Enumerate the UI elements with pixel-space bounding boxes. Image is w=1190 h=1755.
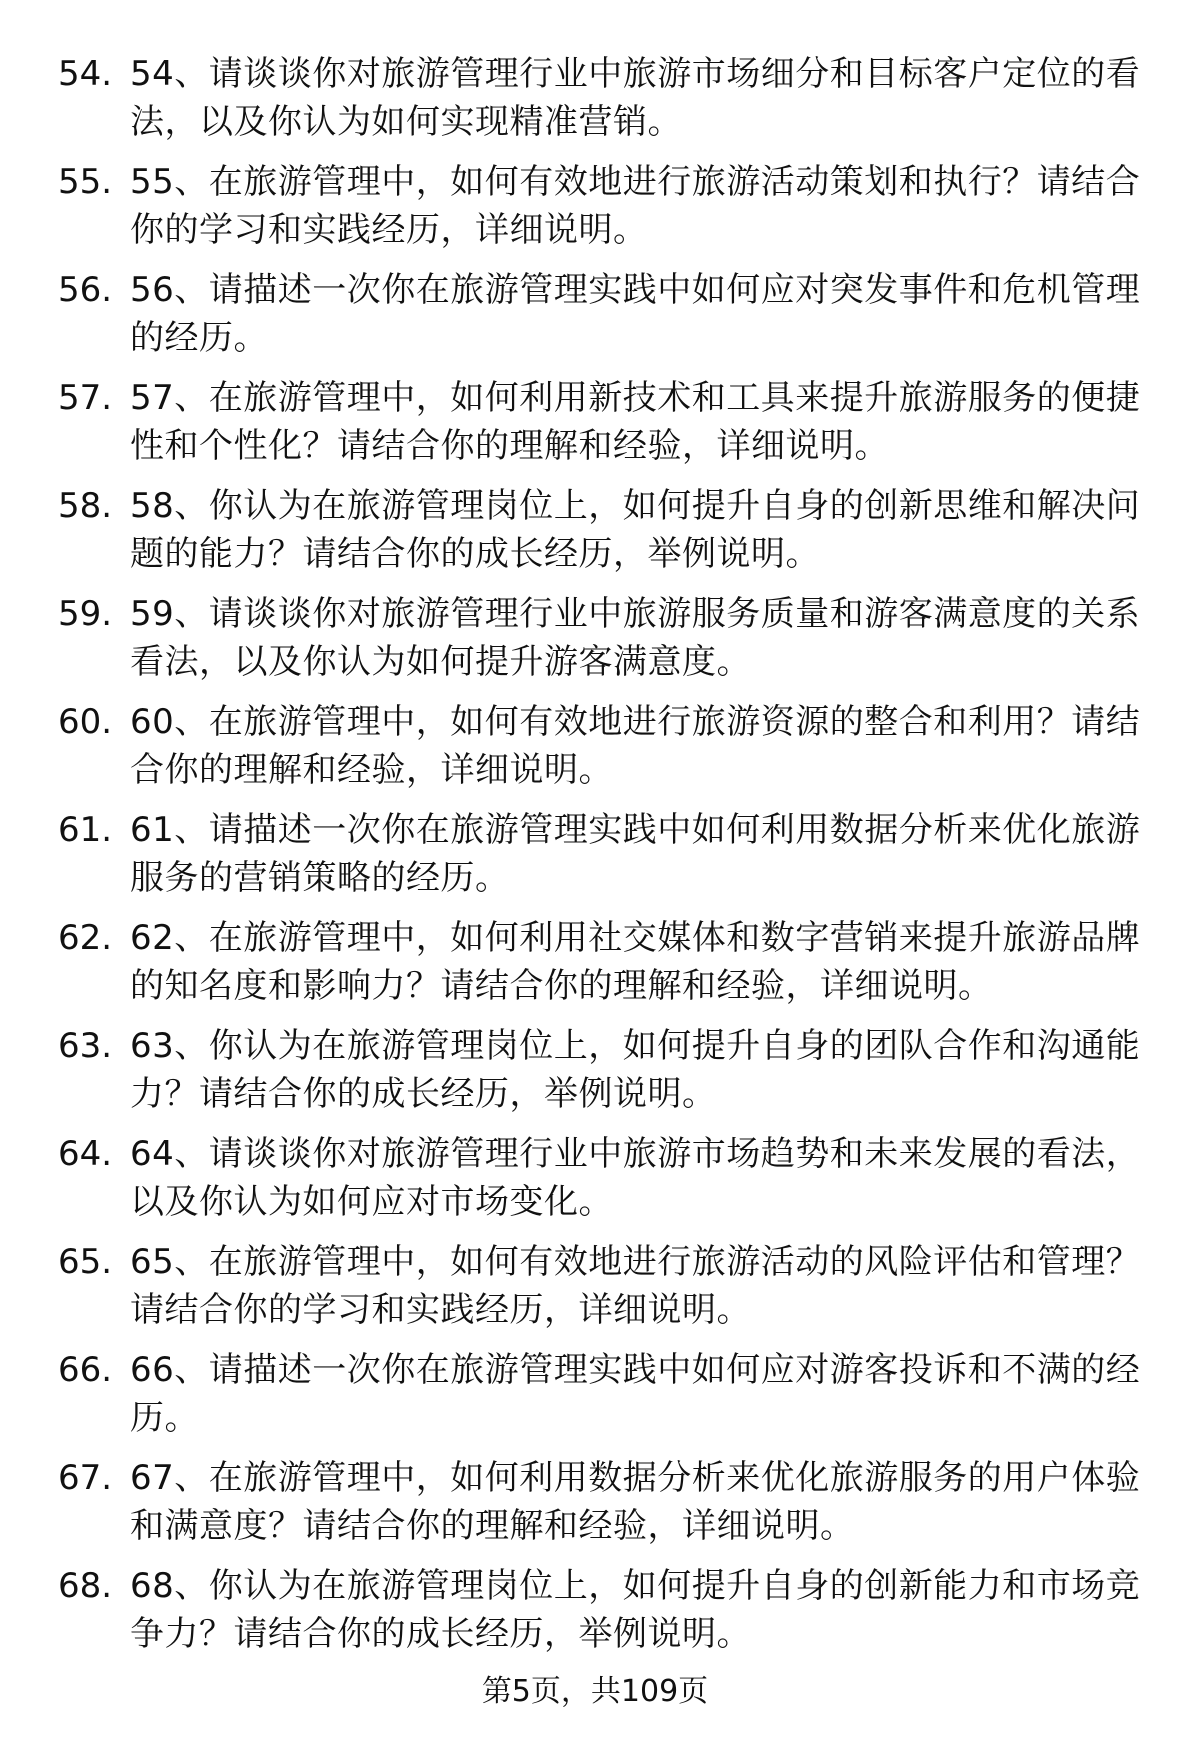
question-number: 59. [58, 594, 113, 634]
page-number-label: 第5页，共109页 [481, 1674, 709, 1709]
question-number: 62. [58, 918, 113, 958]
question-item [58, 1562, 1150, 1670]
question-number: 64. [58, 1134, 113, 1174]
question-text: 63、你认为在旅游管理岗位上，如何提升自身的团队合作和沟通能力？请结合你的成长经历，举例说明。 [130, 1026, 1141, 1114]
question-number: 61. [58, 810, 113, 850]
question-item [58, 914, 1150, 1022]
question-number: 56. [58, 270, 113, 310]
question-number: 63. [58, 1026, 113, 1066]
question-number: 57. [58, 378, 113, 418]
question-text: 64、请谈谈你对旅游管理行业中旅游市场趋势和未来发展的看法，以及你认为如何应对市场变化。 [130, 1134, 1141, 1222]
question-text: 60、在旅游管理中，如何有效地进行旅游资源的整合和利用？请结合你的理解和经验，详细说明。 [130, 702, 1141, 790]
page-footer [0, 1672, 1190, 1712]
question-text: 54、请谈谈你对旅游管理行业中旅游市场细分和目标客户定位的看法，以及你认为如何实现精准营销。 [130, 54, 1141, 142]
question-text: 55、在旅游管理中，如何有效地进行旅游活动策划和执行？请结合你的学习和实践经历，详细说明。 [130, 162, 1141, 250]
question-number: 55. [58, 162, 113, 202]
question-list [58, 50, 1150, 1670]
question-item [58, 1022, 1150, 1130]
question-item [58, 1130, 1150, 1238]
question-text: 66、请描述一次你在旅游管理实践中如何应对游客投诉和不满的经历。 [130, 1350, 1141, 1438]
question-item [58, 806, 1150, 914]
question-number: 68. [58, 1566, 113, 1606]
question-text: 58、你认为在旅游管理岗位上，如何提升自身的创新思维和解决问题的能力？请结合你的成长经历，举例说明。 [130, 486, 1141, 574]
question-item [58, 698, 1150, 806]
question-number: 66. [58, 1350, 113, 1390]
question-number: 65. [58, 1242, 113, 1282]
question-item [58, 158, 1150, 266]
question-item [58, 50, 1150, 158]
question-text: 67、在旅游管理中，如何利用数据分析来优化旅游服务的用户体验和满意度？请结合你的理解和经验，详细说明。 [130, 1458, 1141, 1546]
question-text: 57、在旅游管理中，如何利用新技术和工具来提升旅游服务的便捷性和个性化？请结合你的理解和经验，详细说明。 [130, 378, 1141, 466]
question-item [58, 1238, 1150, 1346]
question-item [58, 482, 1150, 590]
question-item [58, 1346, 1150, 1454]
question-text: 65、在旅游管理中，如何有效地进行旅游活动的风险评估和管理？请结合你的学习和实践经历，详细说明。 [130, 1242, 1141, 1330]
question-number: 67. [58, 1458, 113, 1498]
question-number: 54. [58, 54, 113, 94]
question-item [58, 1454, 1150, 1562]
question-item [58, 266, 1150, 374]
question-text: 61、请描述一次你在旅游管理实践中如何利用数据分析来优化旅游服务的营销策略的经历。 [130, 810, 1141, 898]
question-item [58, 590, 1150, 698]
question-number: 58. [58, 486, 113, 526]
question-text: 56、请描述一次你在旅游管理实践中如何应对突发事件和危机管理的经历。 [130, 270, 1141, 358]
question-text: 68、你认为在旅游管理岗位上，如何提升自身的创新能力和市场竞争力？请结合你的成长经历，举例说明。 [130, 1566, 1141, 1654]
question-number: 60. [58, 702, 113, 742]
question-item [58, 374, 1150, 482]
question-text: 59、请谈谈你对旅游管理行业中旅游服务质量和游客满意度的关系看法，以及你认为如何提升游客满意度。 [130, 594, 1141, 682]
question-text: 62、在旅游管理中，如何利用社交媒体和数字营销来提升旅游品牌的知名度和影响力？请结合你的理解和经验，详细说明。 [130, 918, 1141, 1006]
